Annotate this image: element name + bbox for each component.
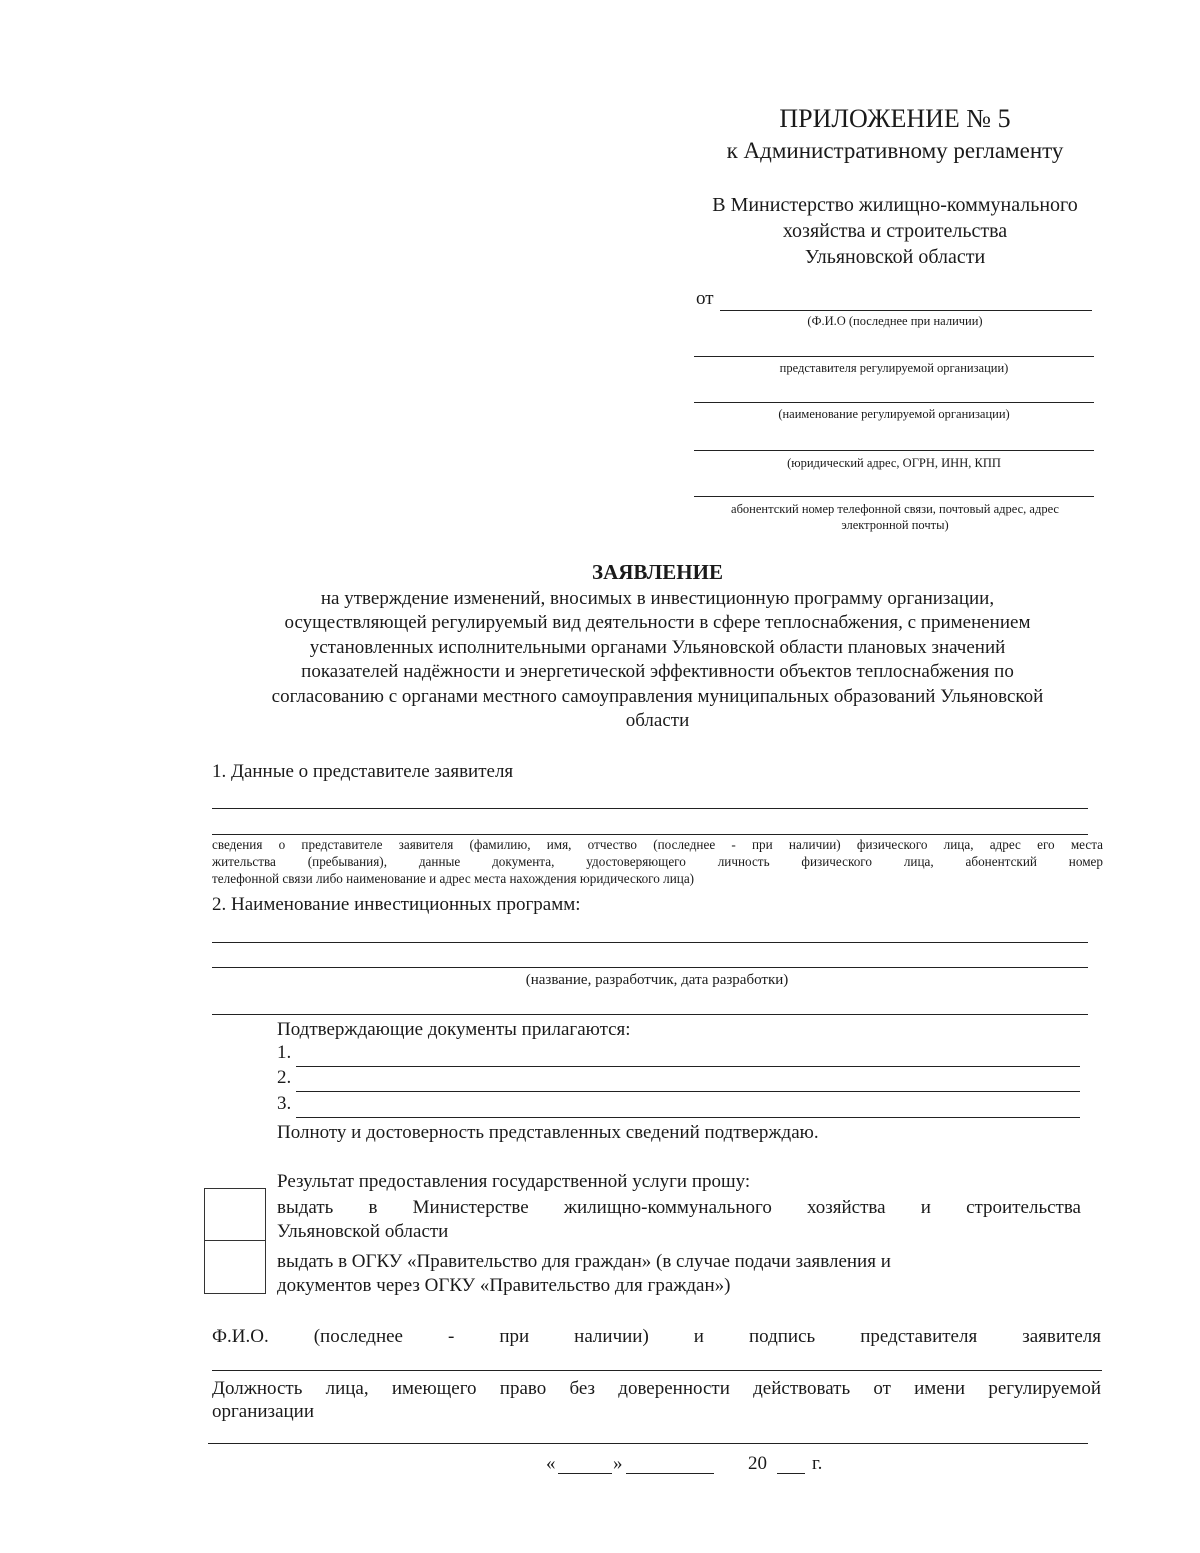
statement-line: на утверждение изменений, вносимых в инвестиционную программу организации, bbox=[320, 588, 995, 609]
caption-legal: (юридический адрес, ОГРН, ИНН, КПП bbox=[787, 456, 1001, 470]
position-label bbox=[212, 1377, 1101, 1423]
statement-title: ЗАЯВЛЕНИЕ bbox=[592, 560, 723, 584]
addressee-line-2: хозяйства и строительства bbox=[782, 220, 1008, 242]
date-open-quote: « bbox=[546, 1453, 556, 1474]
section2-caption: (название, разработчик, дата разработки) bbox=[525, 972, 789, 988]
section1-caption-line: жительства (пребывания), данные документа, удостоверяющего личность физического лица, абонентский номер bbox=[212, 854, 1103, 869]
section1-heading: 1. Данные о представителе заявителя bbox=[212, 761, 514, 782]
caption-fio: (Ф.И.О (последнее при наличии) bbox=[807, 314, 983, 328]
position-label-line-2: организации bbox=[212, 1401, 315, 1422]
date-year-suffix: г. bbox=[812, 1453, 823, 1474]
position-line[interactable] bbox=[208, 1443, 1088, 1444]
documents-heading: Подтверждающие документы прилагаются: bbox=[277, 1019, 631, 1040]
document-item-3-number: 3. bbox=[277, 1093, 292, 1114]
date-year-prefix: 20 bbox=[748, 1453, 767, 1474]
from-label: от bbox=[696, 288, 714, 309]
option1-label-line-1: выдать в Министерстве жилищно-коммунального хозяйства и строительства bbox=[277, 1197, 1081, 1218]
option2-label-line-1: выдать в ОГКУ «Правительство для граждан» (в случае подачи заявления и bbox=[277, 1251, 891, 1272]
section1-caption bbox=[212, 836, 1103, 887]
caption-representative: представителя регулируемой организации) bbox=[779, 361, 1009, 375]
from-fio-line[interactable] bbox=[720, 310, 1092, 311]
fio-signature-label: Ф.И.О. (последнее - при наличии) и подпись представителя заявителя bbox=[212, 1326, 1101, 1347]
option2-label-line-2: документов через ОГКУ «Правительство для граждан») bbox=[277, 1275, 731, 1296]
statement-line: осуществляющей регулируемый вид деятельности в сфере теплоснабжения, с применением bbox=[284, 612, 1031, 634]
section1-line-2[interactable] bbox=[212, 834, 1088, 835]
document-item-1-line[interactable] bbox=[296, 1066, 1080, 1067]
addressee-line-3: Ульяновской области bbox=[804, 246, 986, 268]
section2-line-1[interactable] bbox=[212, 942, 1088, 943]
document-item-2-line[interactable] bbox=[296, 1091, 1080, 1092]
section2-line-2[interactable] bbox=[212, 967, 1088, 968]
document-item-3-line[interactable] bbox=[296, 1117, 1080, 1118]
statement-line: установленных исполнительными органами Ульяновской области плановых значений bbox=[309, 636, 1006, 658]
result-heading: Результат предоставления государственной услуги прошу: bbox=[277, 1171, 751, 1192]
date-day-line[interactable] bbox=[558, 1473, 612, 1474]
confirmation-text: Полноту и достоверность представленных сведений подтверждаю. bbox=[277, 1122, 819, 1143]
section1-caption-line: сведения о представителе заявителя (фамилию, имя, отчество (последнее - при наличии) физического лица, адрес его места bbox=[212, 837, 1103, 852]
option1-label-line-2: Ульяновской области bbox=[277, 1221, 449, 1242]
addressee-block bbox=[680, 192, 1110, 270]
statement-body bbox=[200, 587, 1115, 733]
legal-line[interactable] bbox=[694, 450, 1094, 451]
appendix-subtitle: к Административному регламенту bbox=[726, 138, 1064, 163]
addressee-line-1: В Министерство жилищно-коммунального bbox=[712, 194, 1078, 216]
fio-signature-line[interactable] bbox=[212, 1370, 1102, 1371]
caption-contacts-line-1: абонентский номер телефонной связи, почтовый адрес, адрес bbox=[731, 502, 1059, 516]
date-close-quote: » bbox=[613, 1453, 623, 1474]
org-name-line[interactable] bbox=[694, 402, 1094, 403]
option1-label bbox=[277, 1196, 1081, 1244]
option1-checkbox[interactable] bbox=[204, 1188, 266, 1242]
statement-line: области bbox=[625, 710, 690, 732]
position-label-line-1: Должность лица, имеющего право без доверенности действовать от имени регулируемой bbox=[212, 1378, 1101, 1399]
statement-line: показателей надёжности и энергетической эффективности объектов теплоснабжения по bbox=[301, 661, 1014, 683]
section2-line-3[interactable] bbox=[212, 1014, 1088, 1015]
option2-checkbox[interactable] bbox=[204, 1240, 266, 1294]
caption-contacts-line-2: электронной почты) bbox=[841, 518, 949, 532]
statement-line: согласованию с органами местного самоуправления муниципальных образований Ульяновской bbox=[271, 685, 1044, 707]
section2-heading: 2. Наименование инвестиционных программ: bbox=[212, 894, 581, 915]
caption-contacts bbox=[690, 501, 1100, 533]
section1-caption-line: телефонной связи либо наименование и адрес места нахождения юридического лица) bbox=[212, 871, 695, 886]
representative-line[interactable] bbox=[694, 356, 1094, 357]
option2-label bbox=[277, 1250, 1081, 1298]
date-month-line[interactable] bbox=[626, 1473, 714, 1474]
caption-org-name: (наименование регулируемой организации) bbox=[778, 407, 1010, 421]
document-item-1-number: 1. bbox=[277, 1042, 292, 1063]
document-item-2-number: 2. bbox=[277, 1067, 292, 1088]
appendix-title: ПРИЛОЖЕНИЕ № 5 bbox=[779, 104, 1011, 133]
date-year-line[interactable] bbox=[777, 1473, 805, 1474]
contacts-line[interactable] bbox=[694, 496, 1094, 497]
section1-line-1[interactable] bbox=[212, 808, 1088, 809]
